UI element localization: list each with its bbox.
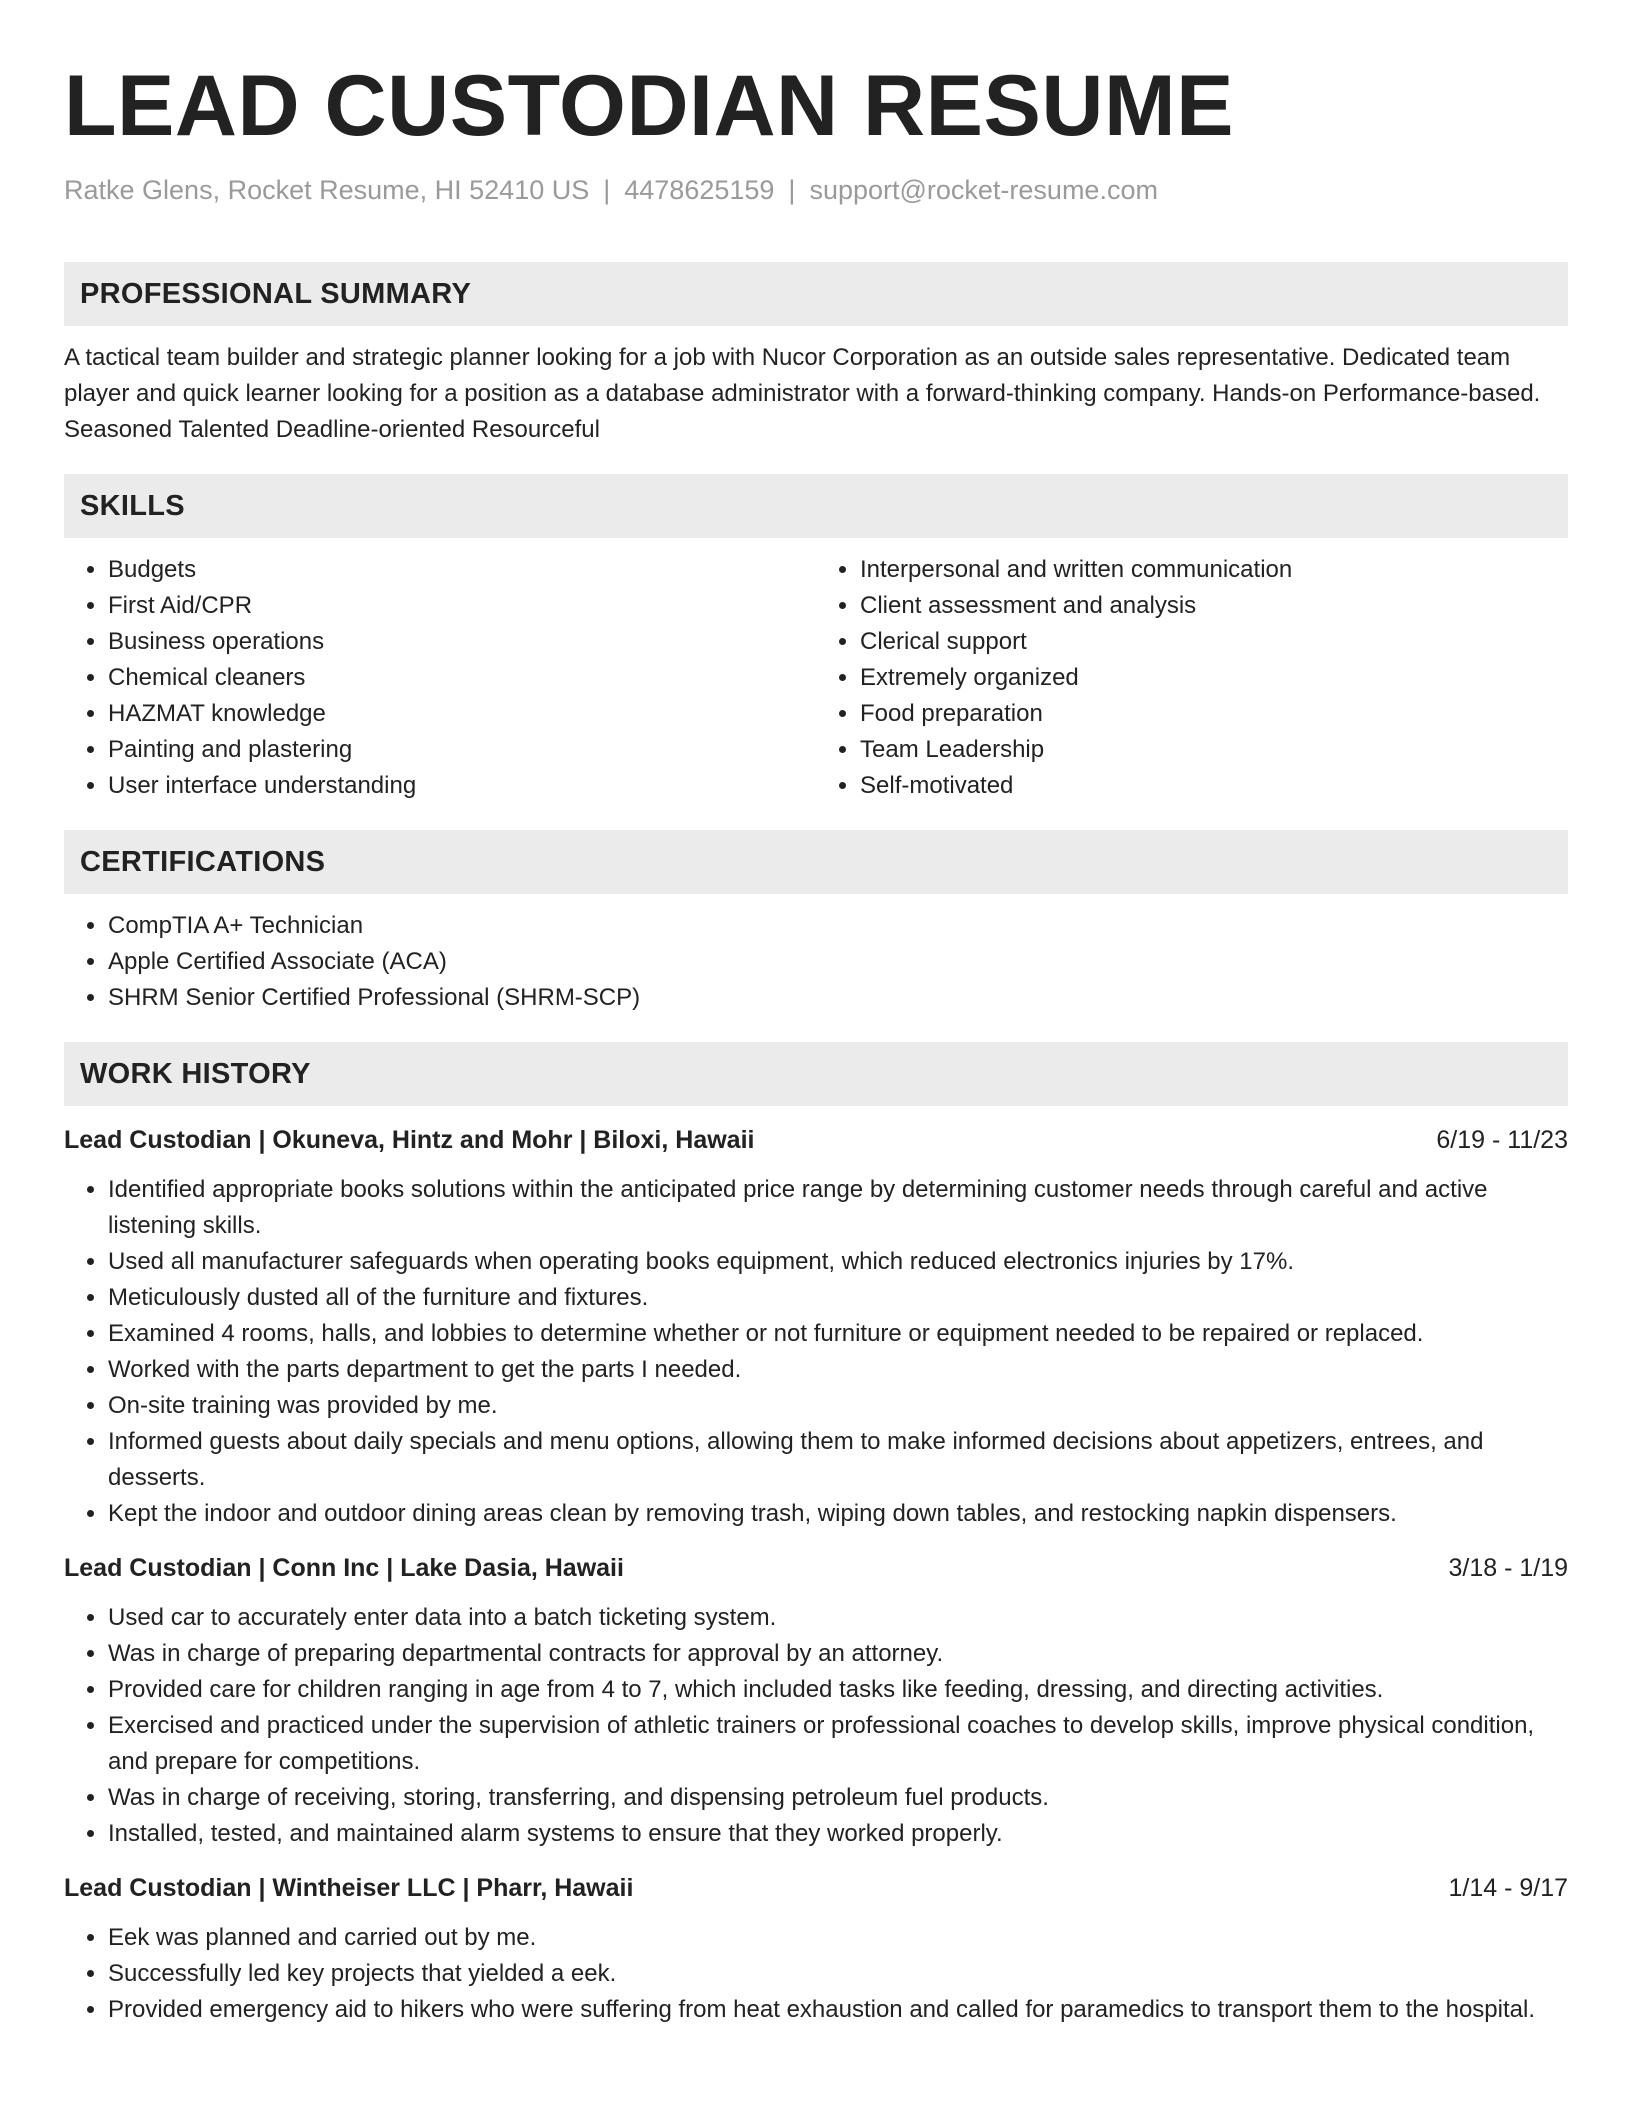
skills-list-left: [64, 552, 816, 804]
job-bullet: • On-site training was provided by me.: [108, 1388, 1568, 1424]
resume-page: [64, 0, 1568, 2028]
job-dates: 6/19 - 11/23: [1436, 1126, 1568, 1154]
contact-email: support@rocket-resume.com: [809, 175, 1158, 205]
job-header: [64, 1122, 1568, 1158]
resume-title: LEAD CUSTODIAN RESUME: [64, 58, 1234, 154]
job-bullet: • Provided care for children ranging in age from 4 to 7, which included tasks like feeding, dressing, and directing activities.: [108, 1672, 1568, 1708]
contact-line: [64, 172, 1568, 208]
job-bullet: • Identified appropriate books solutions within the anticipated price range by determining customer needs through careful and active listening skills.: [108, 1172, 1568, 1244]
skill-item: • Clerical support: [860, 624, 1568, 660]
job-bullet: • Examined 4 rooms, halls, and lobbies to determine whether or not furniture or equipment needed to be repaired or replaced.: [108, 1316, 1568, 1352]
skill-item: • Food preparation: [860, 696, 1568, 732]
skill-item: • Interpersonal and written communication: [860, 552, 1568, 588]
skill-item: • Budgets: [108, 552, 816, 588]
skill-item: • Team Leadership: [860, 732, 1568, 768]
work-history-heading: WORK HISTORY: [64, 1042, 1568, 1106]
job-bullet: • Provided emergency aid to hikers who were suffering from heat exhaustion and called for paramedics to transport them to the hospital.: [108, 1992, 1568, 2028]
job-bullet: • Used all manufacturer safeguards when operating books equipment, which reduced electronics injuries by 17%.: [108, 1244, 1568, 1280]
job-dates: 1/14 - 9/17: [1448, 1874, 1568, 1902]
job-bullet: • Informed guests about daily specials and menu options, allowing them to make informed decisions about appetizers, entrees, and desserts.: [108, 1424, 1568, 1496]
job-bullet: • Exercised and practiced under the supervision of athletic trainers or professional coaches to develop skills, improve physical condition, and prepare for competitions.: [108, 1708, 1568, 1780]
skills-list-right: [816, 552, 1568, 804]
contact-address: Ratke Glens, Rocket Resume, HI 52410 US: [64, 175, 590, 205]
job-bullet: • Installed, tested, and maintained alarm systems to ensure that they worked properly.: [108, 1816, 1568, 1852]
skill-item: • Self-motivated: [860, 768, 1568, 804]
summary-heading: PROFESSIONAL SUMMARY: [64, 262, 1568, 326]
job-bullet: • Used car to accurately enter data into a batch ticketing system.: [108, 1600, 1568, 1636]
contact-separator: |: [788, 175, 796, 205]
skill-item: • Chemical cleaners: [108, 660, 816, 696]
skill-item: • Extremely organized: [860, 660, 1568, 696]
job-header: [64, 1550, 1568, 1586]
skills-heading: SKILLS: [64, 474, 1568, 538]
job-bullet: • Was in charge of receiving, storing, transferring, and dispensing petroleum fuel products.: [108, 1780, 1568, 1816]
job-title: Lead Custodian | Conn Inc | Lake Dasia, Hawaii: [64, 1554, 624, 1582]
skill-item: • Client assessment and analysis: [860, 588, 1568, 624]
skill-item: • Painting and plastering: [108, 732, 816, 768]
job-dates: 3/18 - 1/19: [1448, 1554, 1568, 1582]
skill-item: • First Aid/CPR: [108, 588, 816, 624]
contact-separator: |: [603, 175, 611, 205]
job-bullet: • Successfully led key projects that yielded a eek.: [108, 1956, 1568, 1992]
job-bullets: [64, 1172, 1568, 1532]
job-title: Lead Custodian | Okuneva, Hintz and Mohr | Biloxi, Hawaii: [64, 1126, 755, 1154]
job-bullet: • Worked with the parts department to get the parts I needed.: [108, 1352, 1568, 1388]
job-bullet: • Eek was planned and carried out by me.: [108, 1920, 1568, 1956]
contact-phone: 4478625159: [624, 175, 775, 205]
certification-item: • CompTIA A+ Technician: [108, 908, 1568, 944]
job-bullet: • Meticulously dusted all of the furniture and fixtures.: [108, 1280, 1568, 1316]
certification-item: • SHRM Senior Certified Professional (SHRM-SCP): [108, 980, 1568, 1016]
job-entry: [64, 1550, 1568, 1852]
skill-item: • User interface understanding: [108, 768, 816, 804]
job-bullet: • Was in charge of preparing departmental contracts for approval by an attorney.: [108, 1636, 1568, 1672]
certification-item: • Apple Certified Associate (ACA): [108, 944, 1568, 980]
job-header: [64, 1870, 1568, 1906]
job-bullets: [64, 1920, 1568, 2028]
skill-item: • HAZMAT knowledge: [108, 696, 816, 732]
job-bullets: [64, 1600, 1568, 1852]
job-entry: [64, 1122, 1568, 1532]
skills-grid: [64, 538, 1568, 804]
certifications-list: [64, 908, 1568, 1016]
summary-text: A tactical team builder and strategic planner looking for a job with Nucor Corporation as an outside sales representative. Dedicated team player and quick learner looking for a position as a database administrator with a forward-thinking company. Hands-on Performance-based. Seasoned Talented Deadline-oriented Resourceful: [64, 344, 1541, 443]
skill-item: • Business operations: [108, 624, 816, 660]
certifications-heading: CERTIFICATIONS: [64, 830, 1568, 894]
job-bullet: • Kept the indoor and outdoor dining areas clean by removing trash, wiping down tables, and restocking napkin dispensers.: [108, 1496, 1568, 1532]
job-entry: [64, 1870, 1568, 2028]
job-title: Lead Custodian | Wintheiser LLC | Pharr, Hawaii: [64, 1874, 634, 1902]
